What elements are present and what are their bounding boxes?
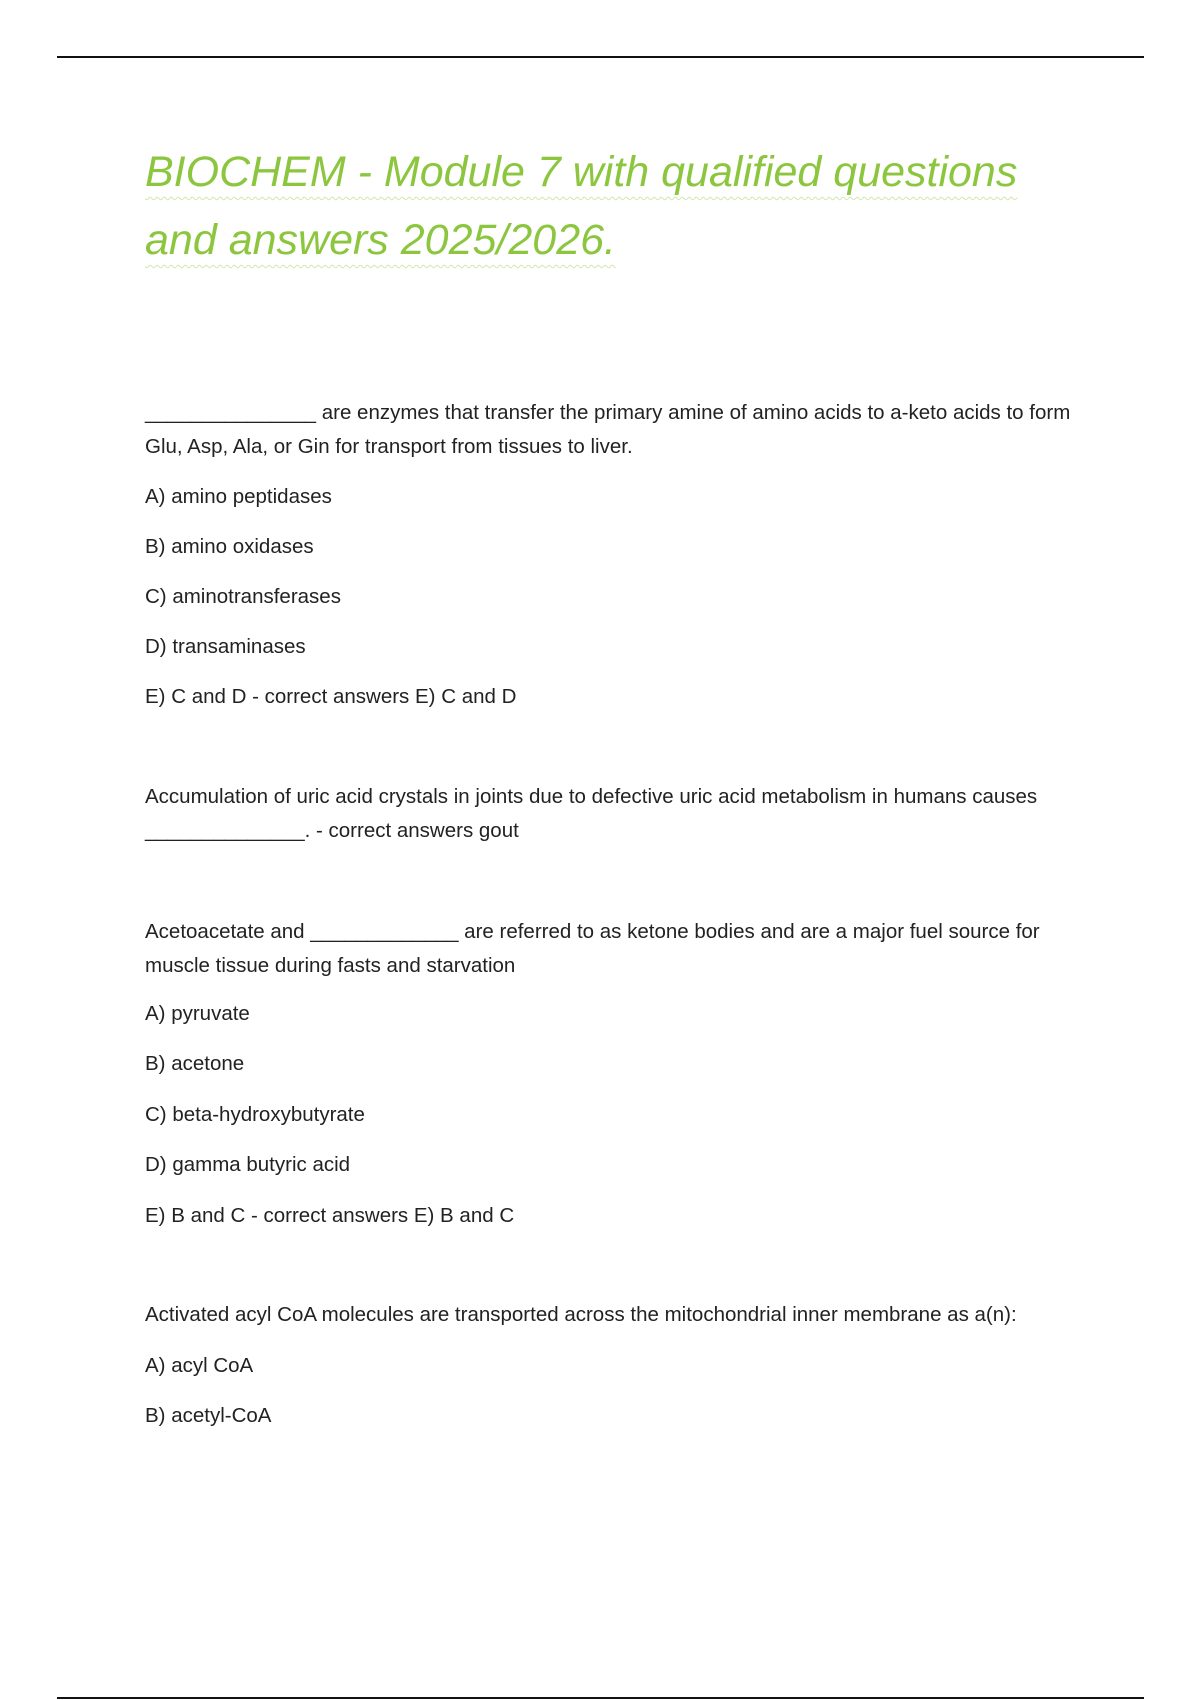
question-1-option-e-answer: E) C and D - correct answers E) C and D xyxy=(145,685,517,708)
question-text: Acetoacetate and _____________ are referred to as ketone bodies and are a major fuel source for muscle tissue during fasts and starvation xyxy=(145,920,1040,977)
title-line-2: and answers 2025/2026. xyxy=(145,216,616,264)
title-line-1: BIOCHEM - Module 7 with qualified questions xyxy=(145,148,1018,196)
footer-rule xyxy=(57,1697,1144,1699)
document-title xyxy=(145,138,1075,274)
header-rule xyxy=(57,56,1144,58)
question-text: _______________ are enzymes that transfer the primary amine of amino acids to a-keto acids to form Glu, Asp, Ala, or Gin for transport from tissues to liver. xyxy=(145,401,1071,458)
question-1-option-b: B) amino oxidases xyxy=(145,535,314,558)
question-1-option-d: D) transaminases xyxy=(145,635,306,658)
question-1-stem xyxy=(145,396,1095,464)
question-4-stem xyxy=(145,1298,1095,1332)
question-4-option-b: B) acetyl-CoA xyxy=(145,1404,272,1427)
question-2-stem xyxy=(145,780,1095,848)
question-3-option-a: A) pyruvate xyxy=(145,1002,250,1025)
question-text: Accumulation of uric acid crystals in joints due to defective uric acid metabolism in humans causes ______________. - correct answers gout xyxy=(145,785,1038,842)
question-4-option-a: A) acyl CoA xyxy=(145,1354,254,1377)
question-3-stem xyxy=(145,915,1095,983)
question-text: Activated acyl CoA molecules are transported across the mitochondrial inner membrane as a(n): xyxy=(145,1303,1017,1326)
question-3-option-c: C) beta-hydroxybutyrate xyxy=(145,1103,365,1126)
question-1-option-c: C) aminotransferases xyxy=(145,585,341,608)
question-3-option-b: B) acetone xyxy=(145,1052,245,1075)
question-3-option-e-answer: E) B and C - correct answers E) B and C xyxy=(145,1204,515,1227)
question-3-option-d: D) gamma butyric acid xyxy=(145,1153,351,1176)
question-1-option-a: A) amino peptidases xyxy=(145,485,332,508)
